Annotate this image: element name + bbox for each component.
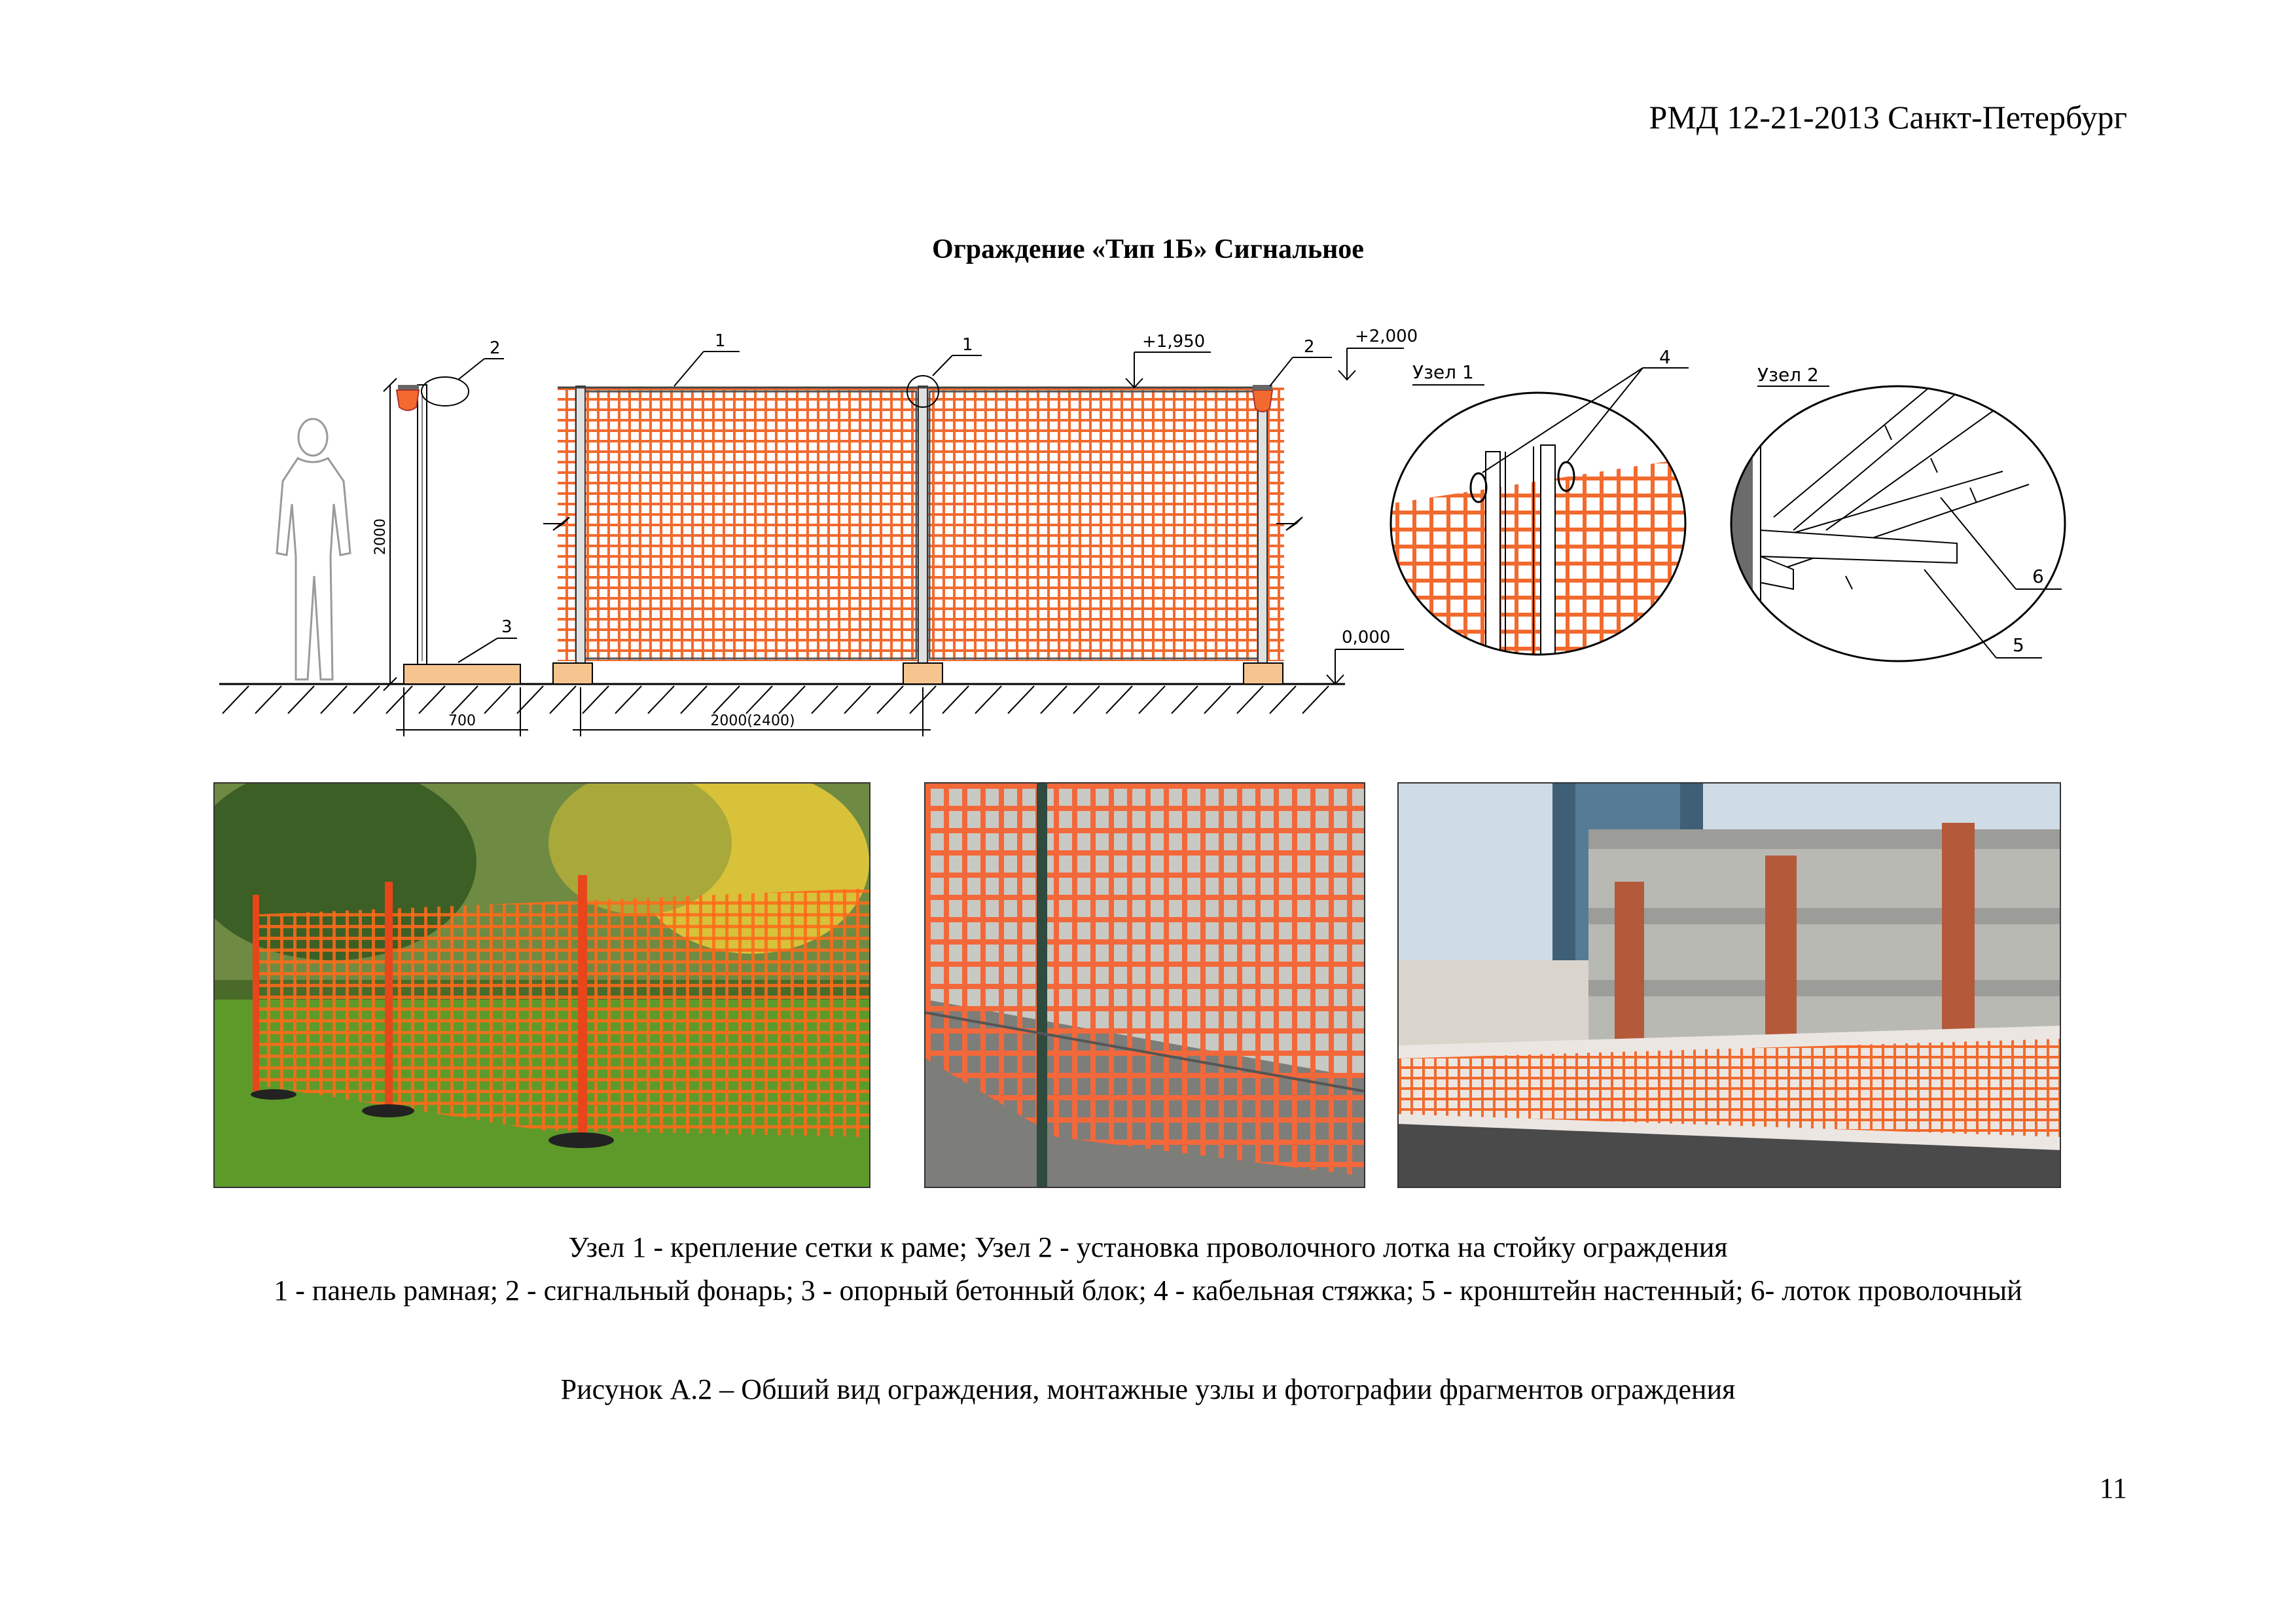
level-top: +1,950 xyxy=(1142,332,1206,352)
callout-3: 3 xyxy=(501,617,512,637)
human-figure xyxy=(277,419,350,679)
callout-1-middle: 1 xyxy=(962,335,973,355)
photo-fence-on-grass xyxy=(213,782,870,1188)
node-1-label: Узел 1 xyxy=(1412,361,1474,383)
panel-width-dimension: 2000(2400) xyxy=(710,713,795,729)
figure-title: Ограждение «Тип 1Б» Сигнальное xyxy=(932,234,1364,264)
callout-2-right: 2 xyxy=(1304,337,1315,357)
photo-mesh-closeup xyxy=(924,782,1365,1188)
front-view-fence xyxy=(543,327,1418,736)
photo-construction-site xyxy=(1397,782,2061,1188)
caption-nodes: Узел 1 - крепление сетки к раме; Узел 2 - установка проволочного лотка на стойку ограждения xyxy=(568,1231,1728,1263)
page-number: 11 xyxy=(2099,1472,2127,1504)
caption-figure: Рисунок А.2 – Обший вид ограждения, монтажные узлы и фотографии фрагментов ограждения xyxy=(560,1373,1736,1405)
technical-drawing xyxy=(196,308,2094,766)
node-1-detail xyxy=(1388,346,1689,661)
base-width-dimension: 700 xyxy=(448,713,476,729)
callout-6: 6 xyxy=(2032,566,2044,587)
callout-2-left: 2 xyxy=(490,338,501,358)
caption-legend: 1 - панель рамная; 2 - сигнальный фонарь; 3 - опорный бетонный блок; 4 - кабельная стяжка; 5 - кронштейн настенный; 6- лоток проволочный xyxy=(274,1274,2022,1307)
node-2-label: Узел 2 xyxy=(1757,364,1819,386)
callout-4: 4 xyxy=(1659,346,1671,368)
node-2-detail xyxy=(1728,364,2068,668)
ground-line xyxy=(219,684,1345,713)
callout-5: 5 xyxy=(2013,634,2024,656)
level-max: +2,000 xyxy=(1355,327,1418,346)
height-dimension: 2000 xyxy=(372,518,389,555)
document-reference: РМД 12-21-2013 Санкт-Петербург xyxy=(1649,99,2127,135)
level-zero: 0,000 xyxy=(1342,628,1391,647)
side-view-post xyxy=(372,338,528,736)
concrete-block xyxy=(404,664,520,684)
callout-1-left: 1 xyxy=(715,331,726,351)
